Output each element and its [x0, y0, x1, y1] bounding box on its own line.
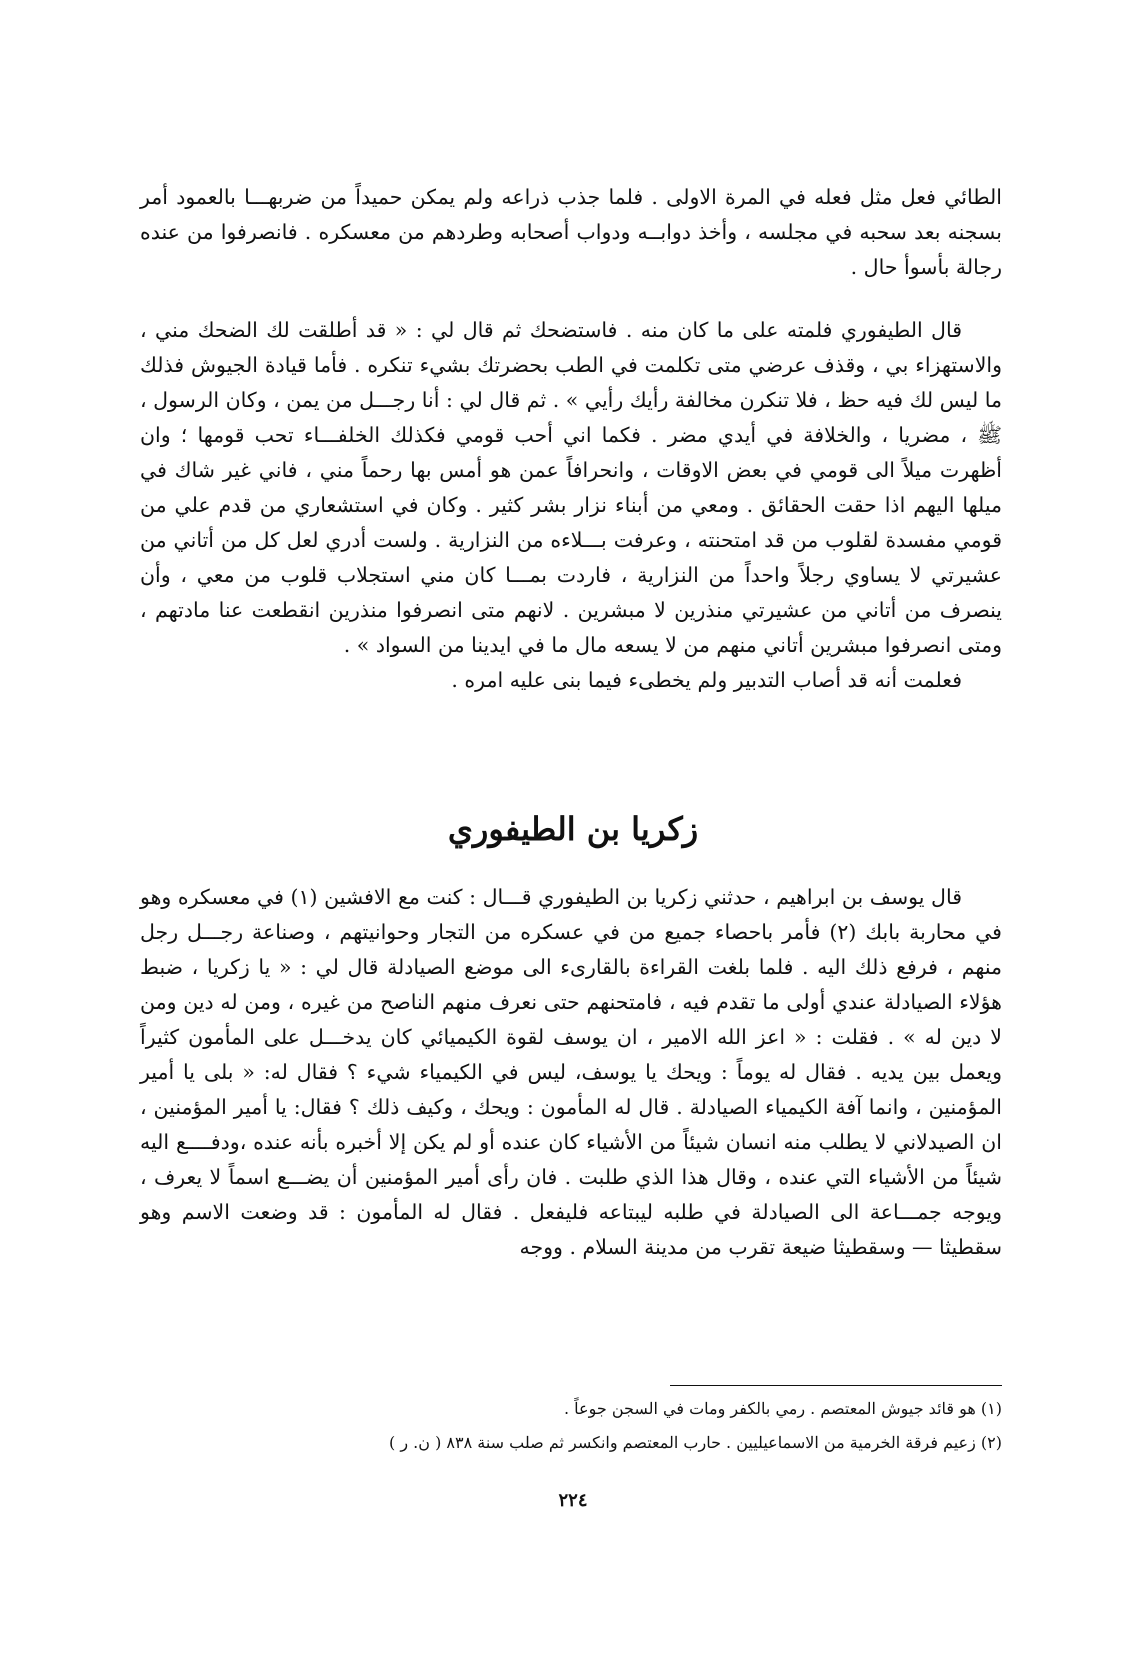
text-block-tayfuri-speech — [140, 313, 1002, 698]
paragraph: قال يوسف بن ابراهيم ، حدثني زكريا بن الطيفوري قـــال : كنت مع الافشين (١) في معسكره وهو في محاربة بابك (٢) فأمر باحصاء جميع من في عسكره من التجار وحوانيتهم ، وصناعة رجـــل رجل منهم ، فرفع ذلك اليه . فلما بلغت القراءة بالقارىء الى موضع الصيادلة قال لي : « يا زكريا ، ضبط هؤلاء الصيادلة عندي أولى ما تقدم فيه ، فامتحنهم حتى نعرف منهم الناصح من غيره ، ومن له دين ومن لا دين له » . فقلت : « اعز الله الامير ، ان يوسف لقوة الكيميائي كان يدخـــل على المأمون كثيراً ويعمل بين يديه . فقال له يوماً : ويحك يا يوسف، ليس في الكيمياء شيء ؟ فقال له: « بلى يا أمير المؤمنين ، وانما آفة الكيمياء الصيادلة . قال له المأمون : ويحك ، وكيف ذلك ؟ فقال: يا أمير المؤمنين ، ان الصيدلاني لا يطلب منه انسان شيئاً من الأشياء كان عنده أو لم يكن إلا أخبره بأنه عنده ،ودفــــع اليه شيئاً من الأشياء التي عنده ، وقال هذا الذي طلبت . فان رأى أمير المؤمنين أن يضـــع اسماً لا يعرف ، ويوجه جمـــاعة الى الصيادلة في طلبه ليبتاعه فليفعل . فقال له المأمون : قد وضعت الاسم وهو سقطيثا — وسقطيثا ضيعة تقرب من مدينة السلام . ووجه — [140, 885, 1002, 1259]
footnote-divider — [670, 1385, 1002, 1386]
text-block-zakariya — [140, 880, 1002, 1265]
paragraph: الطائي فعل مثل فعله في المرة الاولى . فلما جذب ذراعه ولم يمكن حميداً من ضربهـــا بالعمود أمر بسجنه بعد سحبه في مجلسه ، وأخذ دوابــه ودواب أصحابه وطردهم من معسكره . فانصرفوا من عنده رجالة بأسوأ حال . — [140, 185, 1002, 279]
paragraph: قال الطيفوري فلمته على ما كان منه . فاستضحك ثم قال لي : « قد أطلقت لك الضحك مني ، والاستهزاء بي ، وقذف عرضي متى تكلمت في الطب بحضرتك بشيء تنكره . فأما قيادة الجيوش فذلك ما ليس لك فيه حظ ، فلا تنكرن مخالفة رأيك رأيي » . ثم قال لي : أنا رجـــل من يمن ، وكان الرسول ، ﷺ ، مضريا ، والخلافة في أيدي مضر . فكما اني أحب قومي فكذلك الخلفـــاء تحب قومها ؛ وان أظهرت ميلاً الى قومي في بعض الاوقات ، وانحرافاً عمن هو أمس بها رحماً مني ، فاني غير شاك في ميلها اليهم اذا حقت الحقائق . ومعي من أبناء نزار بشر كثير . وكان في استشعاري من قدم علي من قومي مفسدة لقلوب من قد امتحنته ، وعرفت بـــلاءه من النزارية . ولست أدري لعل كل من أتاني من عشيرتي لا يساوي رجلاً واحداً من النزارية ، فاردت بمـــا كان مني استجلاب قلوب من معي ، وأن ينصرف من أتاني من عشيرتي منذرين لا مبشرين . لانهم متى انصرفوا منذرين انقطعت عنا مادتهم ، ومتى انصرفوا مبشرين أتاني منهم من لا يسعه مال ما في ايدينا من السواد » . — [140, 318, 1002, 657]
section-heading: زكريا بن الطيفوري — [447, 810, 699, 848]
paragraph: فعلمت أنه قد أصاب التدبير ولم يخطىء فيما بنى عليه امره . — [451, 668, 962, 692]
footnotes — [140, 1392, 1002, 1460]
text-block-continuation — [140, 180, 1002, 285]
footnote: (١) هو قائد جيوش المعتصم . رمي بالكفر ومات في السجن جوعاً . — [563, 1399, 1002, 1418]
footnote: (٢) زعيم فرقة الخرمية من الاسماعيليين . حارب المعتصم وانكسر ثم صلب سنة ٨٣٨ ( ن. ر ) — [389, 1433, 1002, 1452]
page-number: ٢٢٤ — [558, 1490, 588, 1511]
